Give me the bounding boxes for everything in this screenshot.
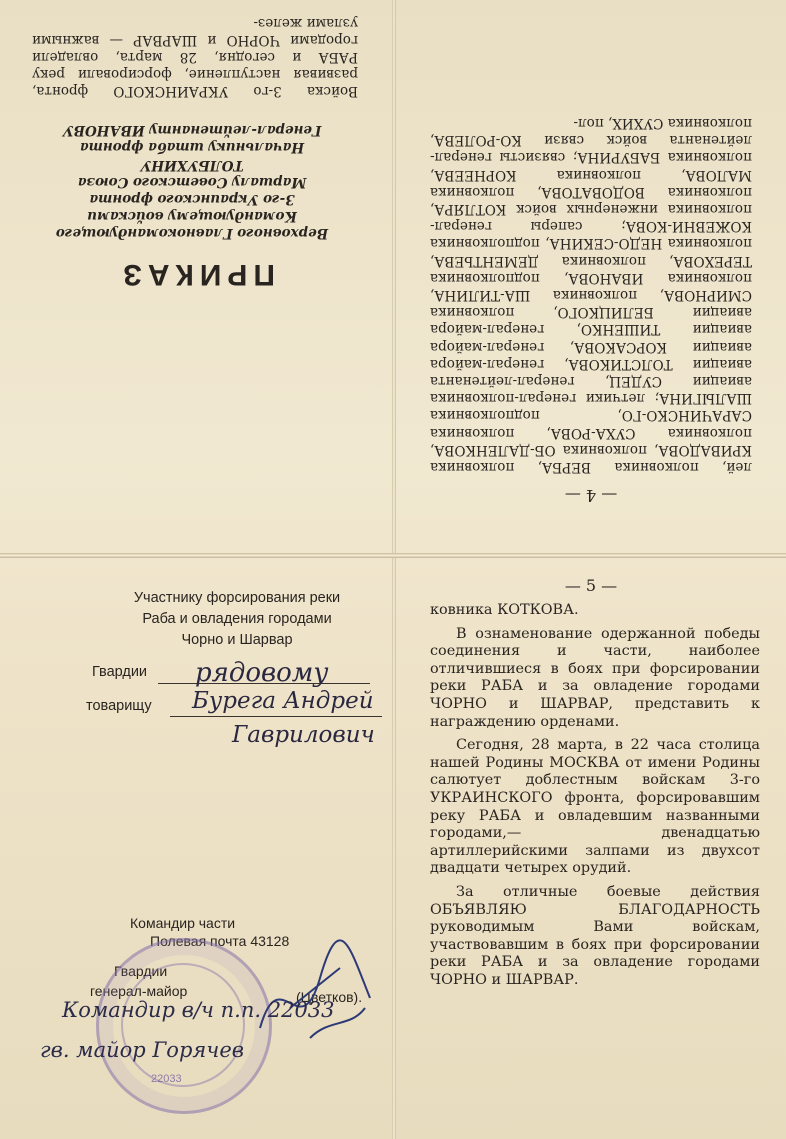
signatory-guard: Гвардии [114, 963, 168, 979]
signatory-rank: генерал-майор [90, 983, 188, 999]
official-stamp [96, 938, 272, 1114]
paragraph: ковника КОТКОВА. [430, 602, 579, 618]
rank-label: Гвардии [92, 664, 148, 680]
certificate-heading [102, 588, 372, 651]
name-underline [170, 716, 382, 717]
addressee-line: Командующему войсками [87, 208, 297, 224]
page-5-panel [396, 558, 786, 1139]
order-addressee-1 [32, 156, 352, 241]
page-number: — 4 — [564, 486, 618, 505]
handwritten-patronymic: Гаврилович [232, 722, 375, 748]
paragraph: Сегодня, 28 марта, в 22 часа столица нашей Родины МОСКВА от имени Родины салютует доблестным войскам 3-го УКРАИНСКОГО фронта, форсировавшим реку РАБА и овладевшим названными городами,— двенадцатью артиллерийскими залпами из двухсот двадцати четырех орудий. [430, 737, 760, 877]
certificate-heading-line: Чорно и Шарвар [181, 632, 293, 648]
addressee-line: Начальнику штаба фронта [79, 139, 305, 155]
page-5-text [430, 602, 760, 995]
stamp-number: 22033 [151, 1073, 182, 1085]
addressee-line: Маршалу Советского Союза [77, 174, 307, 190]
addressee-line: ТОЛБУХИНУ [140, 157, 244, 173]
order-paragraph-1: Войска 3-го УКРАИНСКОГО фронта, развивая наступление, форсировали реку РАБА и сегодня, 28 марта, овладели городами ЧОРНО и ШАРВАР — важными узлами желез- [32, 15, 358, 99]
order-title: ПРИКАЗ [117, 258, 275, 291]
certificate-heading-line: Участнику форсирования реки [133, 590, 341, 606]
certificate-heading-line: Раба и овладения городами [142, 611, 332, 627]
paragraph: За отличные боевые действия ОБЪЯВЛЯЮ БЛАГОДАРНОСТЬ руководимым Вами войскам, участвовавшим в боях при форсировании реки РАБА и за овладение городами ЧОРНО и ШАРВАР. [430, 883, 760, 988]
paragraph: В ознаменование одержанной победы соединения и части, наиболее отличившиеся в боях при форсировании реки РАБА и за овладение городами ЧОРНО и ШАРВАР, представить к награждению орденами. [430, 625, 760, 730]
order-cover-panel [0, 0, 392, 553]
handwritten-rank: рядовому [195, 658, 329, 688]
signature-unit: Командир части [130, 915, 236, 931]
signatory-name: (Цветков). [296, 989, 363, 1005]
certificate-panel [0, 558, 392, 1139]
order-addressee-2 [32, 121, 352, 155]
order-issuer: Верховного Главнокомандующего [55, 225, 329, 241]
page-number: — 5 — [564, 576, 618, 595]
stamp-inner-ring [121, 963, 245, 1087]
page-4-text: лей, полковника ВЕРБА, полковника КРИВАДОВА, полковника ОБ-ДАЛЕНКОВА, полковника СУХА-РОВА, полковника САРАЧИНСКО-ГО, подполковника ШАЛЫГИНА; летчики генерал-полковника авиации СУДЕЦ, генерал-лейтенанта авиации ТОЛСТИКОВА, генерал-майора авиации КОРСАКОВА, генерал-майора авиации ТИШЕНКО, генерал-майора авиации БЕЛИЦКОГО, полковника СМИРНОВА, полковника ША-ТИЛИНА, полковника ИВАНОВА, подполковника ТЕРЕХОВА, полковника ДЕМЕНТЬЕВА, полковника НЕДО-СЕКИНА, подполковника КОЖЕВНИ-КОВА; саперы генерал-полковника инженерных войск КОТЛЯРА, полковника ВОДОВАТОВА, полковника МАЛОВА, полковника КОРНЕЕВА, полковника БАБУРИНА; связисты генерал-лейтенанта войск связи КО-РОЛЕВА, полковника СУХИХ, пол- [430, 114, 752, 475]
handwritten-note-2: гв. майор Горячев [40, 1038, 245, 1062]
addressee-line: Генерал-лейтенанту ИВАНОВУ [62, 122, 322, 138]
field-post: Полевая почта 43128 [150, 933, 290, 949]
comrade-label: товарищу [86, 698, 152, 714]
page-4-panel [396, 0, 786, 553]
handwritten-name: Бурега Андрей [192, 688, 374, 714]
addressee-line: 3-го Украинского фронта [89, 191, 295, 207]
handwritten-note-1: Командир в/ч п.п. 22033 [62, 998, 335, 1022]
